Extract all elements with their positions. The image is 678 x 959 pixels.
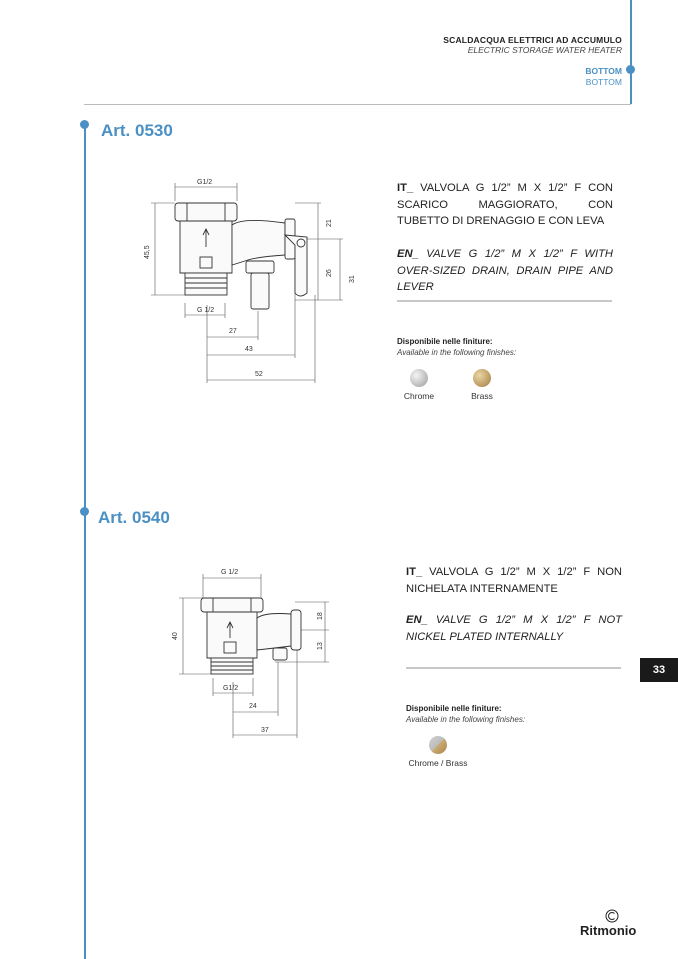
finishes-title: Disponibile nelle finiture: bbox=[406, 704, 502, 713]
lang-prefix: EN_ bbox=[397, 248, 419, 260]
header-section-it: BOTTOM bbox=[585, 66, 622, 76]
dim-label: 18 bbox=[317, 612, 324, 620]
chrome-brass-swatch bbox=[429, 736, 447, 754]
section-divider bbox=[406, 667, 621, 669]
dim-label: 21 bbox=[326, 219, 333, 227]
technical-drawing-0530 bbox=[135, 175, 356, 390]
finish-label: Brass bbox=[471, 391, 493, 401]
technical-drawing-0540 bbox=[165, 562, 340, 742]
header-category-en: ELECTRIC STORAGE WATER HEATER bbox=[467, 45, 622, 55]
description-text: VALVE G 1/2” M X 1/2” F WITH OVER-SIZED DRAIN, DRAIN PIPE AND LEVER bbox=[397, 248, 614, 293]
dim-label: G1/2 bbox=[223, 685, 239, 692]
finish-label: Chrome bbox=[403, 391, 435, 401]
description-text: VALVOLA G 1/2” M X 1/2” F NON NICHELATA INTERNAMENTE bbox=[406, 566, 622, 595]
header-section-en: BOTTOM bbox=[585, 77, 622, 87]
dim-label: 24 bbox=[249, 703, 257, 710]
brand-name: Ritmonio bbox=[580, 923, 637, 938]
article-bullet bbox=[80, 120, 89, 129]
dim-label: 52 bbox=[255, 371, 263, 378]
dim-label: 45,5 bbox=[144, 245, 151, 259]
description-en bbox=[406, 612, 622, 645]
brand-logo-icon bbox=[605, 909, 619, 923]
description-text: VALVOLA G 1/2” M X 1/2” F CON SCARICO MAGGIORATO, CON TUBETTO DI DRENAGGIO E CON LEVA bbox=[397, 182, 613, 227]
dim-label: G1/2 bbox=[197, 179, 213, 186]
dim-label: 43 bbox=[245, 346, 253, 353]
dim-label: 26 bbox=[326, 269, 333, 277]
accent-line-left bbox=[84, 124, 86, 959]
lang-prefix: IT_ bbox=[406, 566, 423, 578]
page-number: 33 bbox=[640, 658, 678, 682]
chrome-swatch bbox=[410, 369, 428, 387]
article-title: Art. 0530 bbox=[101, 121, 173, 140]
article-bullet bbox=[80, 507, 89, 516]
accent-dot-right bbox=[626, 65, 635, 74]
finishes-title: Disponibile nelle finiture: bbox=[397, 337, 493, 346]
header-divider bbox=[84, 104, 631, 105]
section-divider bbox=[397, 300, 612, 302]
lang-prefix: EN_ bbox=[406, 614, 428, 626]
description-text: VALVE G 1/2” M X 1/2” F NOT NICKEL PLATED INTERNALLY bbox=[406, 614, 622, 643]
finish-label: Chrome / Brass bbox=[408, 758, 468, 768]
dim-label: 40 bbox=[172, 632, 179, 640]
description-en bbox=[397, 246, 613, 296]
dim-label: 13 bbox=[317, 642, 324, 650]
header-category-it: SCALDACQUA ELETTRICI AD ACCUMULO bbox=[443, 35, 622, 45]
dim-label: 27 bbox=[229, 328, 237, 335]
finishes-subtitle: Available in the following finishes: bbox=[406, 715, 526, 724]
dim-label: 37 bbox=[261, 727, 269, 734]
description-it bbox=[397, 180, 613, 230]
dim-label: G 1/2 bbox=[221, 569, 239, 576]
lang-prefix: IT_ bbox=[397, 182, 414, 194]
accent-line-right bbox=[630, 0, 632, 104]
finishes-subtitle: Available in the following finishes: bbox=[397, 348, 517, 357]
brass-swatch bbox=[473, 369, 491, 387]
description-it bbox=[406, 564, 622, 597]
dim-label: 31 bbox=[349, 275, 356, 283]
dim-label: G 1/2 bbox=[197, 307, 215, 314]
article-title: Art. 0540 bbox=[98, 508, 170, 527]
